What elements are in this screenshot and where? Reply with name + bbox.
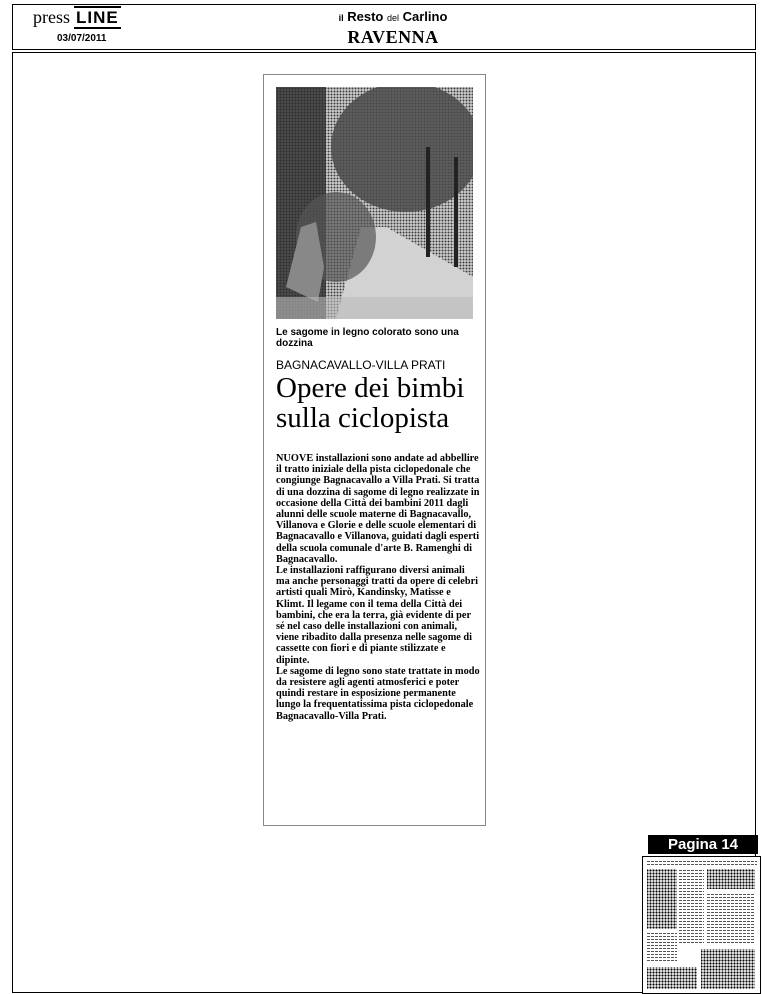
photo-caption: Le sagome in legno colorato sono una dozzina (276, 327, 459, 349)
paper-carlino: Carlino (402, 9, 448, 24)
tree-lined-path-image (276, 87, 473, 319)
article-clipping (263, 74, 486, 826)
article-headline: Opere dei bimbi sulla ciclopista (276, 372, 465, 434)
body-paragraph: Le installazioni raffigurano diversi animali ma anche personaggi tratti da opere di celebri artisti quali Mirò, Kandinsky, Matisse e Klimt. Il legame con il tema della Città dei bambini, che era la terra, già evidente di per sé nel caso delle installazioni con animali, viene ribadito dalla presenza nelle sagome di cassette con fiori e di piante stilizzate e dipinte. (276, 565, 479, 666)
body-paragraph: Le sagome di legno sono state trattate in modo da resistere agli agenti atmosferici e poter quindi restare in esposizione permanente lungo la frequentatissima pista ciclopedonale Bagnacavallo-Villa Prati. (276, 665, 480, 722)
publication-date: 03/07/2011 (57, 33, 107, 44)
edition-title: RAVENNA (347, 27, 439, 47)
pressline-logo (33, 7, 121, 28)
newspaper-logo (318, 9, 468, 24)
paper-il: il (338, 13, 344, 23)
article-photo (276, 87, 473, 319)
brand-press: press (33, 7, 70, 27)
article-body (276, 453, 481, 722)
thumbnail-image (643, 857, 760, 993)
paper-del: del (386, 13, 399, 23)
body-paragraph: NUOVE installazioni sono andate ad abbellire il tratto iniziale della pista ciclopedonale che congiunge Bagnacavallo a Villa Prati. Si tratta di una dozzina di sagome di legno realizzate in occasione della Città dei bambini 2011 dagli alunni delle scuole materne di Bagnacavallo, Villanova e Glorie e delle scuole elementari di Bagnacavallo e Villanova, guidati dagli esperti della scuola comunale d'arte B. Ramenghi di Bagnacavallo. (276, 453, 480, 565)
brand-line: LINE (76, 8, 119, 27)
paper-resto: Resto (347, 9, 384, 24)
page-number-badge: Pagina 14 (648, 835, 758, 854)
article-kicker: BAGNACAVALLO-VILLA PRATI (276, 358, 446, 372)
page-thumbnail[interactable] (642, 856, 761, 994)
page-header (12, 4, 756, 50)
